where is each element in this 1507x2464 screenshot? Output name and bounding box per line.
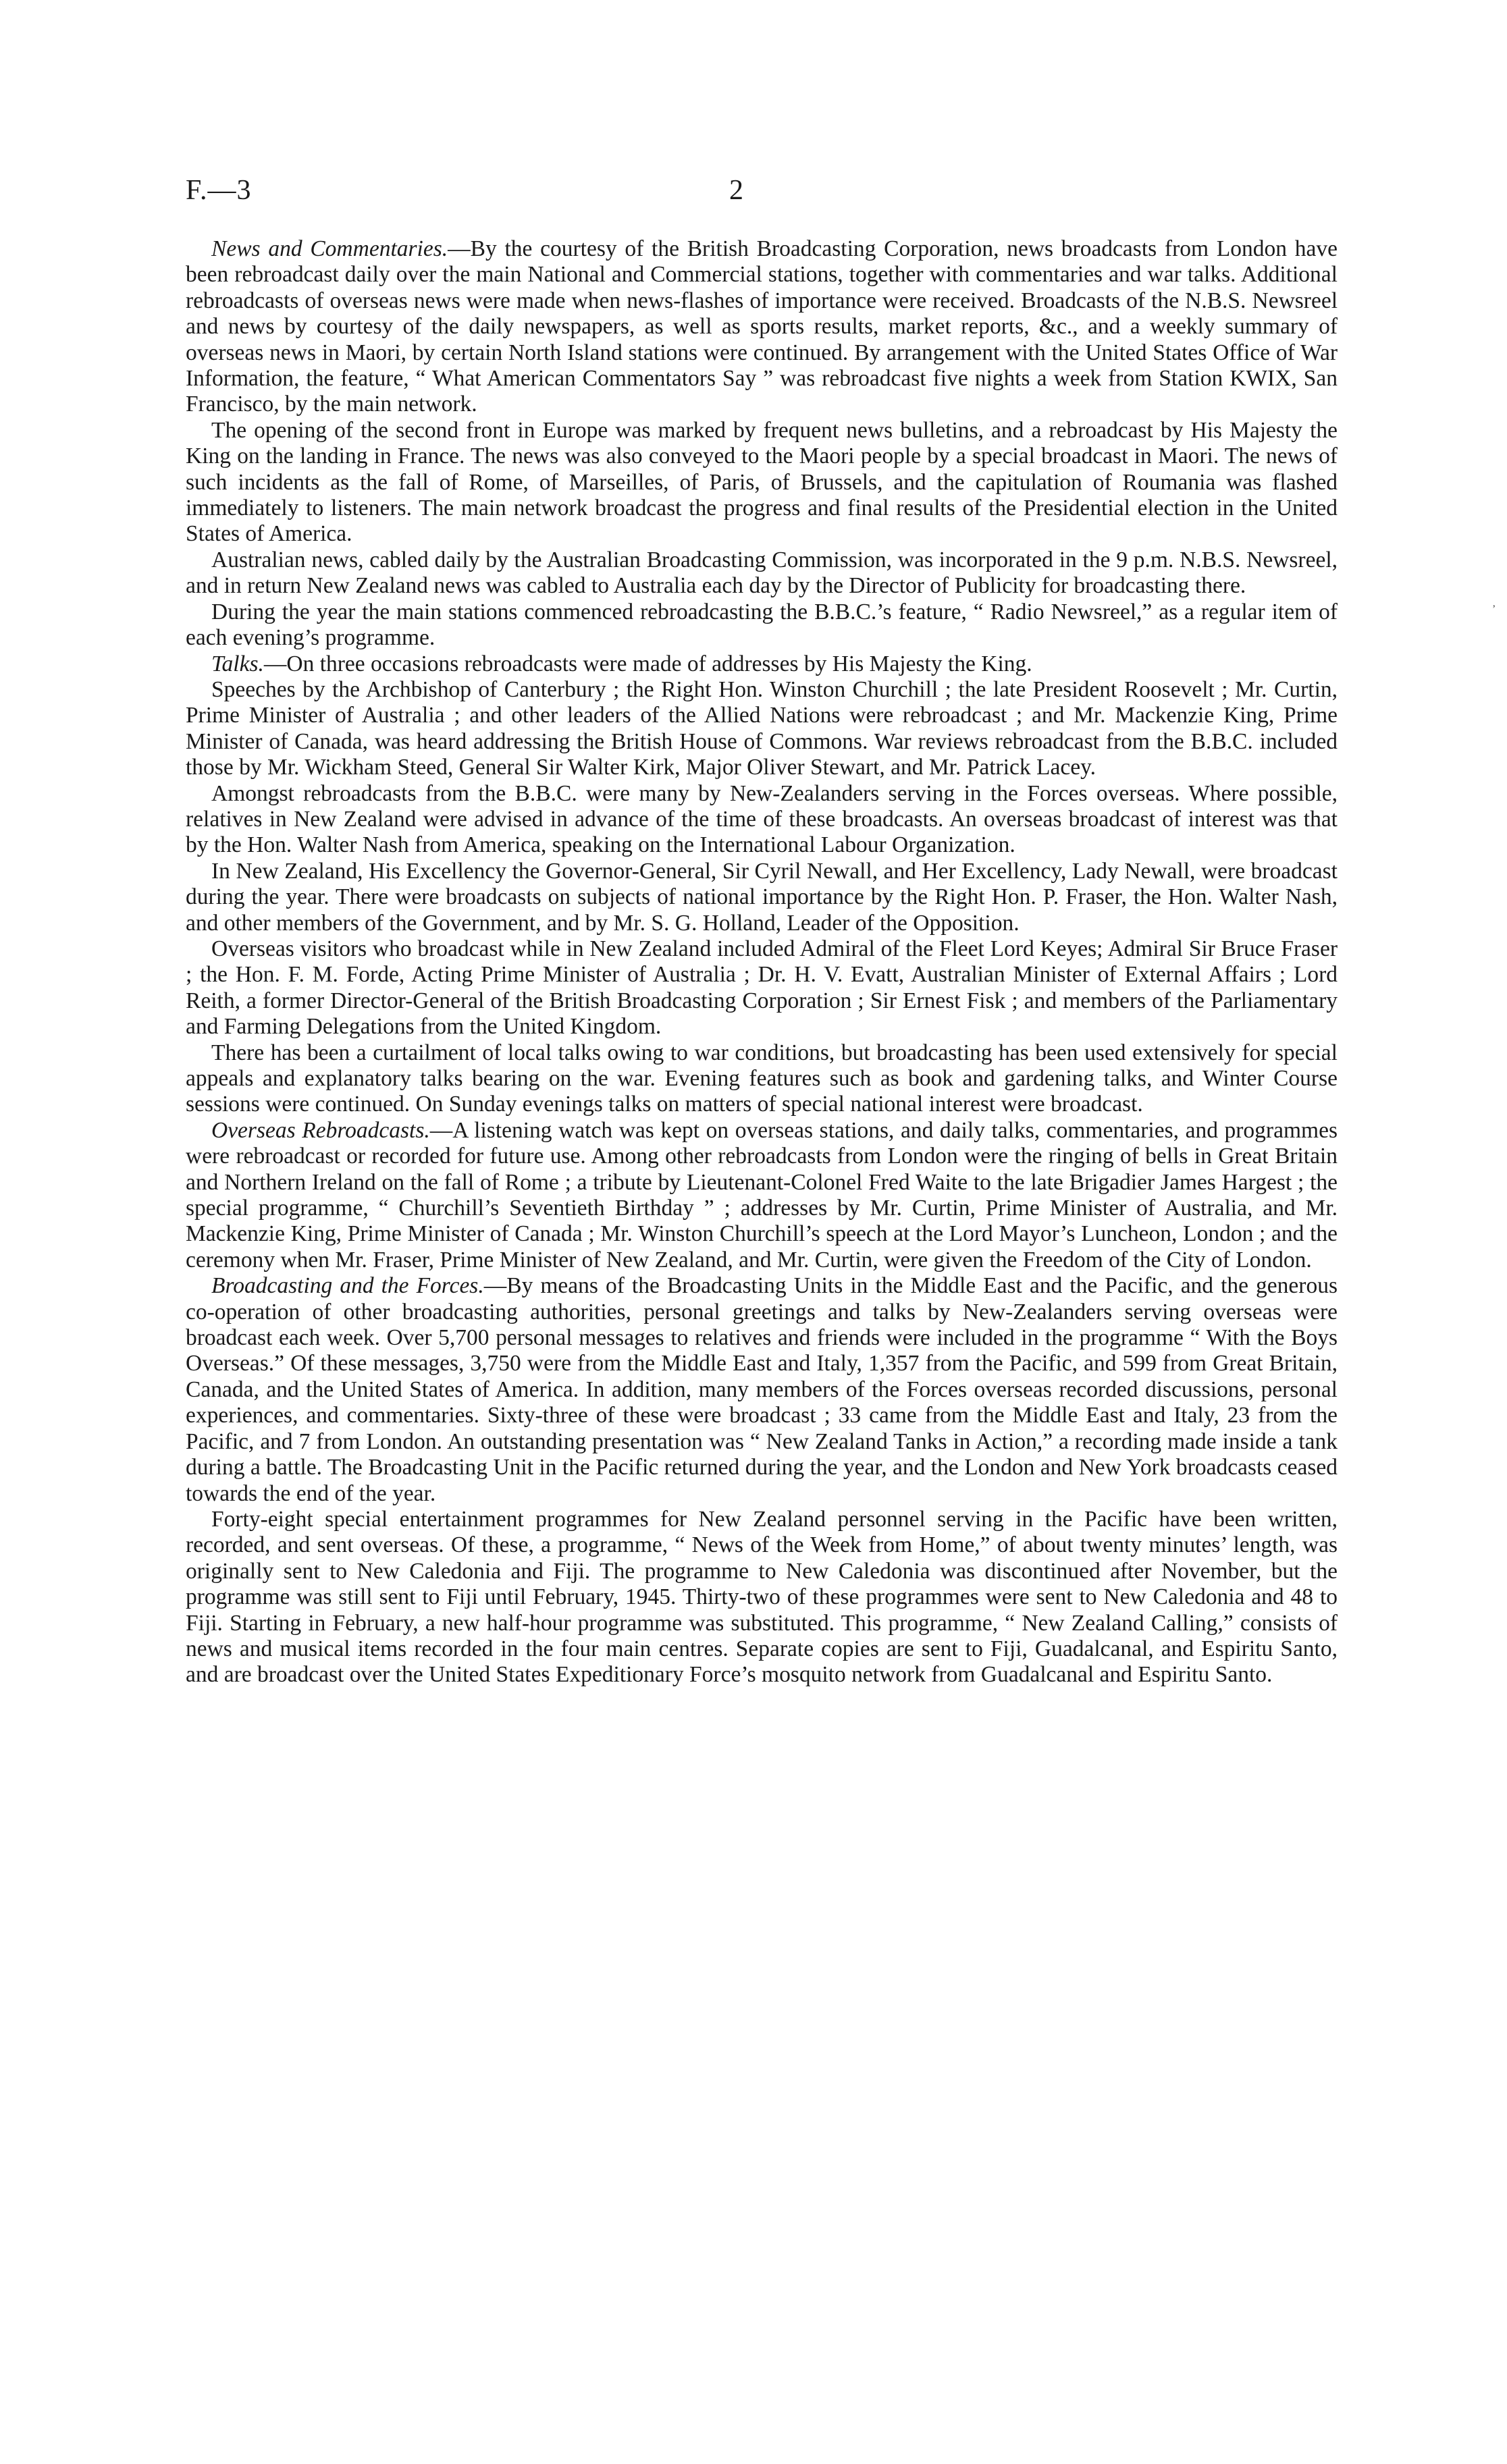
paragraph-talks — [186, 651, 1338, 677]
paragraph-text: Amongst rebroadcasts from the B.B.C. were many by New-Zealanders serving in the Forces overseas. Where possible, relatives in New Zealand were advised in advance of the time of these broadcasts. An overseas broadcast of interest was that by the Hon. Walter Nash from America, speaking on the International Labour Organization. — [186, 780, 1338, 858]
paragraph-radio-newsreel — [186, 599, 1338, 651]
section-heading-overseas-rebroadcasts: Overseas Rebroadcasts. — [211, 1117, 430, 1143]
paragraph-overseas-visitors — [186, 936, 1338, 1040]
paragraph-speeches — [186, 677, 1338, 781]
paragraph-text: —On three occasions rebroadcasts were made of addresses by His Majesty the King. — [263, 651, 1032, 676]
body-text — [186, 236, 1338, 1688]
paragraph-entertainment-programmes — [186, 1507, 1338, 1688]
page-number: 2 — [729, 175, 743, 206]
document-reference: F.—3 — [186, 175, 252, 206]
section-heading-news-and-commentaries: News and Commentaries. — [211, 236, 448, 261]
paragraph-text: In New Zealand, His Excellency the Governor-General, Sir Cyril Newall, and Her Excellency, Lady Newall, were broadcast during the year. There were broadcasts on subjects of national importance by the Right Hon. P. Fraser, the Hon. Walter Nash, and other members of the Government, and by Mr. S. G. Holland, Leader of the Opposition. — [186, 858, 1338, 936]
paragraph-text: There has been a curtailment of local talks owing to war conditions, but broadcasting has been used extensively for special appeals and explanatory talks bearing on the war. Evening features such as book and gardening talks, and Winter Course sessions were continued. On Sunday evenings talks on matters of special national interest were broadcast. — [186, 1040, 1338, 1117]
section-heading-talks: Talks. — [211, 651, 264, 676]
paragraph-broadcasting-and-forces — [186, 1273, 1338, 1507]
paragraph-text: —By means of the Broadcasting Units in the Middle East and the Pacific, and the generous co-operation of other broadcasting authorities, personal greetings and talks by New-Zealanders serving overseas were broadcast each week. Over 5,700 personal messages to relatives and friends were included in the programme “ With the Boys Overseas.” Of these messages, 3,750 were from the Middle East and Italy, 1,357 from the Pacific, and 599 from Great Britain, Canada, and the United States of America. In addition, many members of the Forces overseas recorded discussions, personal experiences, and commentaries. Sixty-three of these were broadcast ; 33 came from the Middle East and Italy, 23 from the Pacific, and 7 from London. An outstanding presentation was “ New Zealand Tanks in Action,” a recording made inside a tank during a battle. The Broadcasting Unit in the Pacific returned during the year, and the London and New York broadcasts ceased towards the end of the year. — [186, 1273, 1338, 1506]
paragraph-overseas-rebroadcasts — [186, 1118, 1338, 1273]
paragraph-text: —By the courtesy of the British Broadcasting Corporation, news broadcasts from London have been rebroadcast daily over the main National and Commercial stations, together with commentaries and war talks. Additional rebroadcasts of overseas news were made when news-flashes of importance were received. Broadcasts of the N.B.S. Newsreel and news by courtesy of the daily newspapers, as well as sports results, market reports, &c., and a weekly summary of overseas news in Maori, by certain North Island stations were continued. By arrangement with the United States Office of War Information, the feature, “ What American Commentators Say ” was rebroadcast five nights a week from Station KWIX, San Francisco, by the main network. — [186, 236, 1338, 417]
paragraph-text: —A listening watch was kept on overseas stations, and daily talks, commentaries, and programmes were rebroadcast or recorded for future use. Among other rebroadcasts from London were the ringing of bells in Great Britain and Northern Ireland on the fall of Rome ; a tribute by Lieutenant-Colonel Fred Waite to the late Brigadier James Hargest ; the special programme, “ Churchill’s Seventieth Birthday ” ; addresses by Mr. Curtin, Prime Minister of Australia, and Mr. Mackenzie King, Prime Minister of Canada ; Mr. Winston Churchill’s speech at the Lord Mayor’s Luncheon, London ; and the ceremony when Mr. Fraser, Prime Minister of New Zealand, and Mr. Curtin, were given the Freedom of the City of London. — [186, 1117, 1338, 1273]
margin-mark: ’ — [1492, 604, 1496, 615]
paragraph-text: Overseas visitors who broadcast while in New Zealand included Admiral of the Fleet Lord Keyes; Admiral Sir Bruce Fraser ; the Hon. F. M. Forde, Acting Prime Minister of Australia ; Dr. H. V. Evatt, Australian Minister of External Affairs ; Lord Reith, a former Director-General of the British Broadcasting Corporation ; Sir Ernest Fisk ; and members of the Parliamentary and Farming Delegations from the United Kingdom. — [186, 936, 1338, 1040]
paragraph-news-and-commentaries — [186, 236, 1338, 418]
paragraph-second-front — [186, 418, 1338, 547]
paragraph-new-zealand-broadcasts — [186, 859, 1338, 936]
paragraph-local-talks — [186, 1040, 1338, 1118]
page-header — [186, 174, 1333, 215]
paragraph-text: The opening of the second front in Europe was marked by frequent news bulletins, and a rebroadcast by His Majesty the King on the landing in France. The news was also conveyed to the Maori people by a special broadcast in Maori. The news of such incidents as the fall of Rome, of Marseilles, of Paris, of Brussels, and the capitulation of Roumania was flashed immediately to listeners. The main network broadcast the progress and final results of the Presidential election in the United States of America. — [186, 417, 1338, 547]
paragraph-text: Speeches by the Archbishop of Canterbury ; the Right Hon. Winston Churchill ; the late President Roosevelt ; Mr. Curtin, Prime Minister of Australia ; and other leaders of the Allied Nations were rebroadcast ; and Mr. Mackenzie King, Prime Minister of Canada, was heard addressing the British House of Commons. War reviews rebroadcast from the B.B.C. included those by Mr. Wickham Steed, General Sir Walter Kirk, Major Oliver Stewart, and Mr. Patrick Lacey. — [186, 676, 1338, 780]
paragraph-bbc-rebroadcasts — [186, 781, 1338, 859]
paragraph-text: During the year the main stations commenced rebroadcasting the B.B.C.’s feature, “ Radio Newsreel,” as a regular item of each evening’s programme. — [186, 599, 1338, 651]
paragraph-text: Forty-eight special entertainment programmes for New Zealand personnel serving in the Pacific have been written, recorded, and sent overseas. Of these, a programme, “ News of the Week from Home,” of about twenty minutes’ length, was originally sent to New Caledonia and Fiji. The programme to New Caledonia was discontinued after November, but the programme was still sent to Fiji until February, 1945. Thirty-two of these programmes were sent to New Caledonia and 48 to Fiji. Starting in February, a new half-hour programme was substituted. This programme, “ New Zealand Calling,” consists of news and musical items recorded in the four main centres. Separate copies are sent to Fiji, Guadalcanal, and Espiritu Santo, and are broadcast over the United States Expeditionary Force’s mosquito network from Guadalcanal and Espiritu Santo. — [186, 1506, 1338, 1688]
section-heading-broadcasting-and-forces: Broadcasting and the Forces. — [211, 1273, 484, 1299]
paragraph-text: Australian news, cabled daily by the Australian Broadcasting Commission, was incorporated in the 9 p.m. N.B.S. Newsreel, and in return New Zealand news was cabled to Australia each day by the Director of Publicity for broadcasting there. — [186, 547, 1338, 599]
paragraph-australian-news — [186, 547, 1338, 599]
